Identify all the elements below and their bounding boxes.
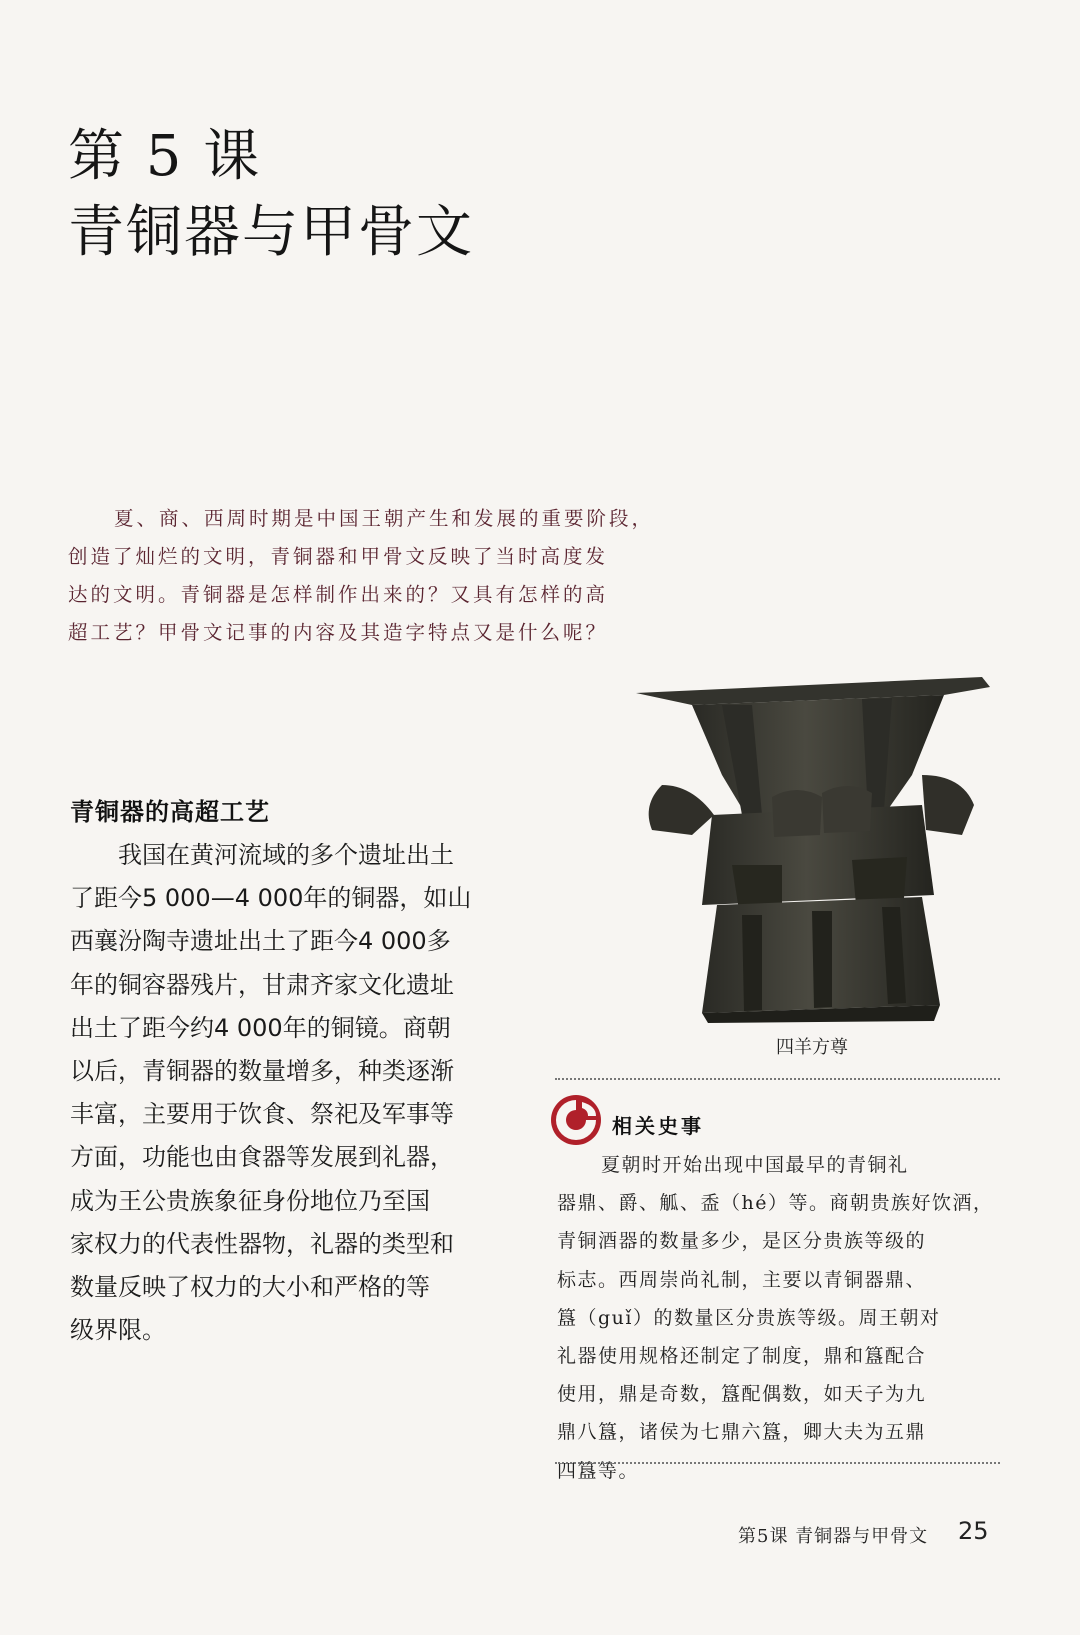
body-line: 出土了距今约4 000年的铜镜。商朝 (70, 1013, 451, 1042)
body-line: 级界限。 (70, 1316, 166, 1345)
related-history-icon (548, 1092, 604, 1148)
related-line: 使用，鼎是奇数，簋配偶数，如天子为九 (557, 1383, 927, 1406)
related-line: 标志。西周崇尚礼制，主要以青铜器鼎、 (557, 1268, 927, 1291)
related-line: 四簋等。 (557, 1459, 640, 1482)
lesson-title: 青铜器与甲骨文 (68, 200, 474, 265)
related-box-bottom-rule (555, 1462, 1000, 1464)
related-box-title: 相关史事 (612, 1114, 704, 1138)
body-line: 年的铜容器残片，甘肃齐家文化遗址 (70, 970, 454, 999)
related-box-top-rule (555, 1078, 1000, 1080)
body-line: 以后，青铜器的数量增多，种类逐渐 (70, 1057, 454, 1086)
intro-line: 创造了灿烂的文明，青铜器和甲骨文反映了当时高度发 (68, 545, 609, 568)
related-line: 青铜酒器的数量多少，是区分贵族等级的 (557, 1230, 927, 1253)
intro-line: 超工艺？甲骨文记事的内容及其造字特点又是什么呢？ (68, 621, 609, 644)
related-line: 器鼎、爵、觚、盉（hé）等。商朝贵族好饮酒， (557, 1192, 994, 1215)
body-line: 数量反映了权力的大小和严格的等 (70, 1273, 430, 1302)
section-heading: 青铜器的高超工艺 (70, 798, 270, 826)
related-line: 簋（guǐ）的数量区分贵族等级。周王朝对 (557, 1306, 941, 1329)
lesson-number: 第 5 课 (68, 124, 262, 189)
related-line: 鼎八簋，诸侯为七鼎六簋，卿大夫为五鼎 (557, 1421, 927, 1444)
page-number: 25 (958, 1517, 989, 1545)
body-line: 方面，功能也由食器等发展到礼器， (70, 1143, 454, 1172)
body-line: 丰富，主要用于饮食、祭祀及军事等 (70, 1100, 454, 1129)
body-line: 我国在黄河流域的多个遗址出土 (118, 841, 454, 869)
bronze-vessel-figure (622, 665, 1002, 1058)
related-line: 夏朝时开始出现中国最早的青铜礼 (601, 1154, 909, 1176)
body-line: 西襄汾陶寺遗址出土了距今4 000多 (70, 927, 451, 956)
section-body (70, 834, 515, 1352)
related-line: 礼器使用规格还制定了制度，鼎和簋配合 (557, 1345, 927, 1368)
body-line: 了距今5 000—4 000年的铜器，如山 (70, 884, 472, 913)
body-line: 成为王公贵族象征身份地位乃至国 (70, 1186, 430, 1215)
related-box-text (557, 1146, 1002, 1490)
intro-line: 夏、商、西周时期是中国王朝产生和发展的重要阶段， (114, 507, 655, 530)
running-footer-title: 第5课 青铜器与甲骨文 (738, 1526, 929, 1547)
intro-line: 达的文明。青铜器是怎样制作出来的？又具有怎样的高 (68, 583, 609, 606)
figure-caption: 四羊方尊 (776, 1037, 848, 1058)
four-ram-square-zun-image (622, 665, 1002, 1025)
intro-paragraph (68, 500, 668, 652)
body-line: 家权力的代表性器物，礼器的类型和 (70, 1229, 454, 1258)
